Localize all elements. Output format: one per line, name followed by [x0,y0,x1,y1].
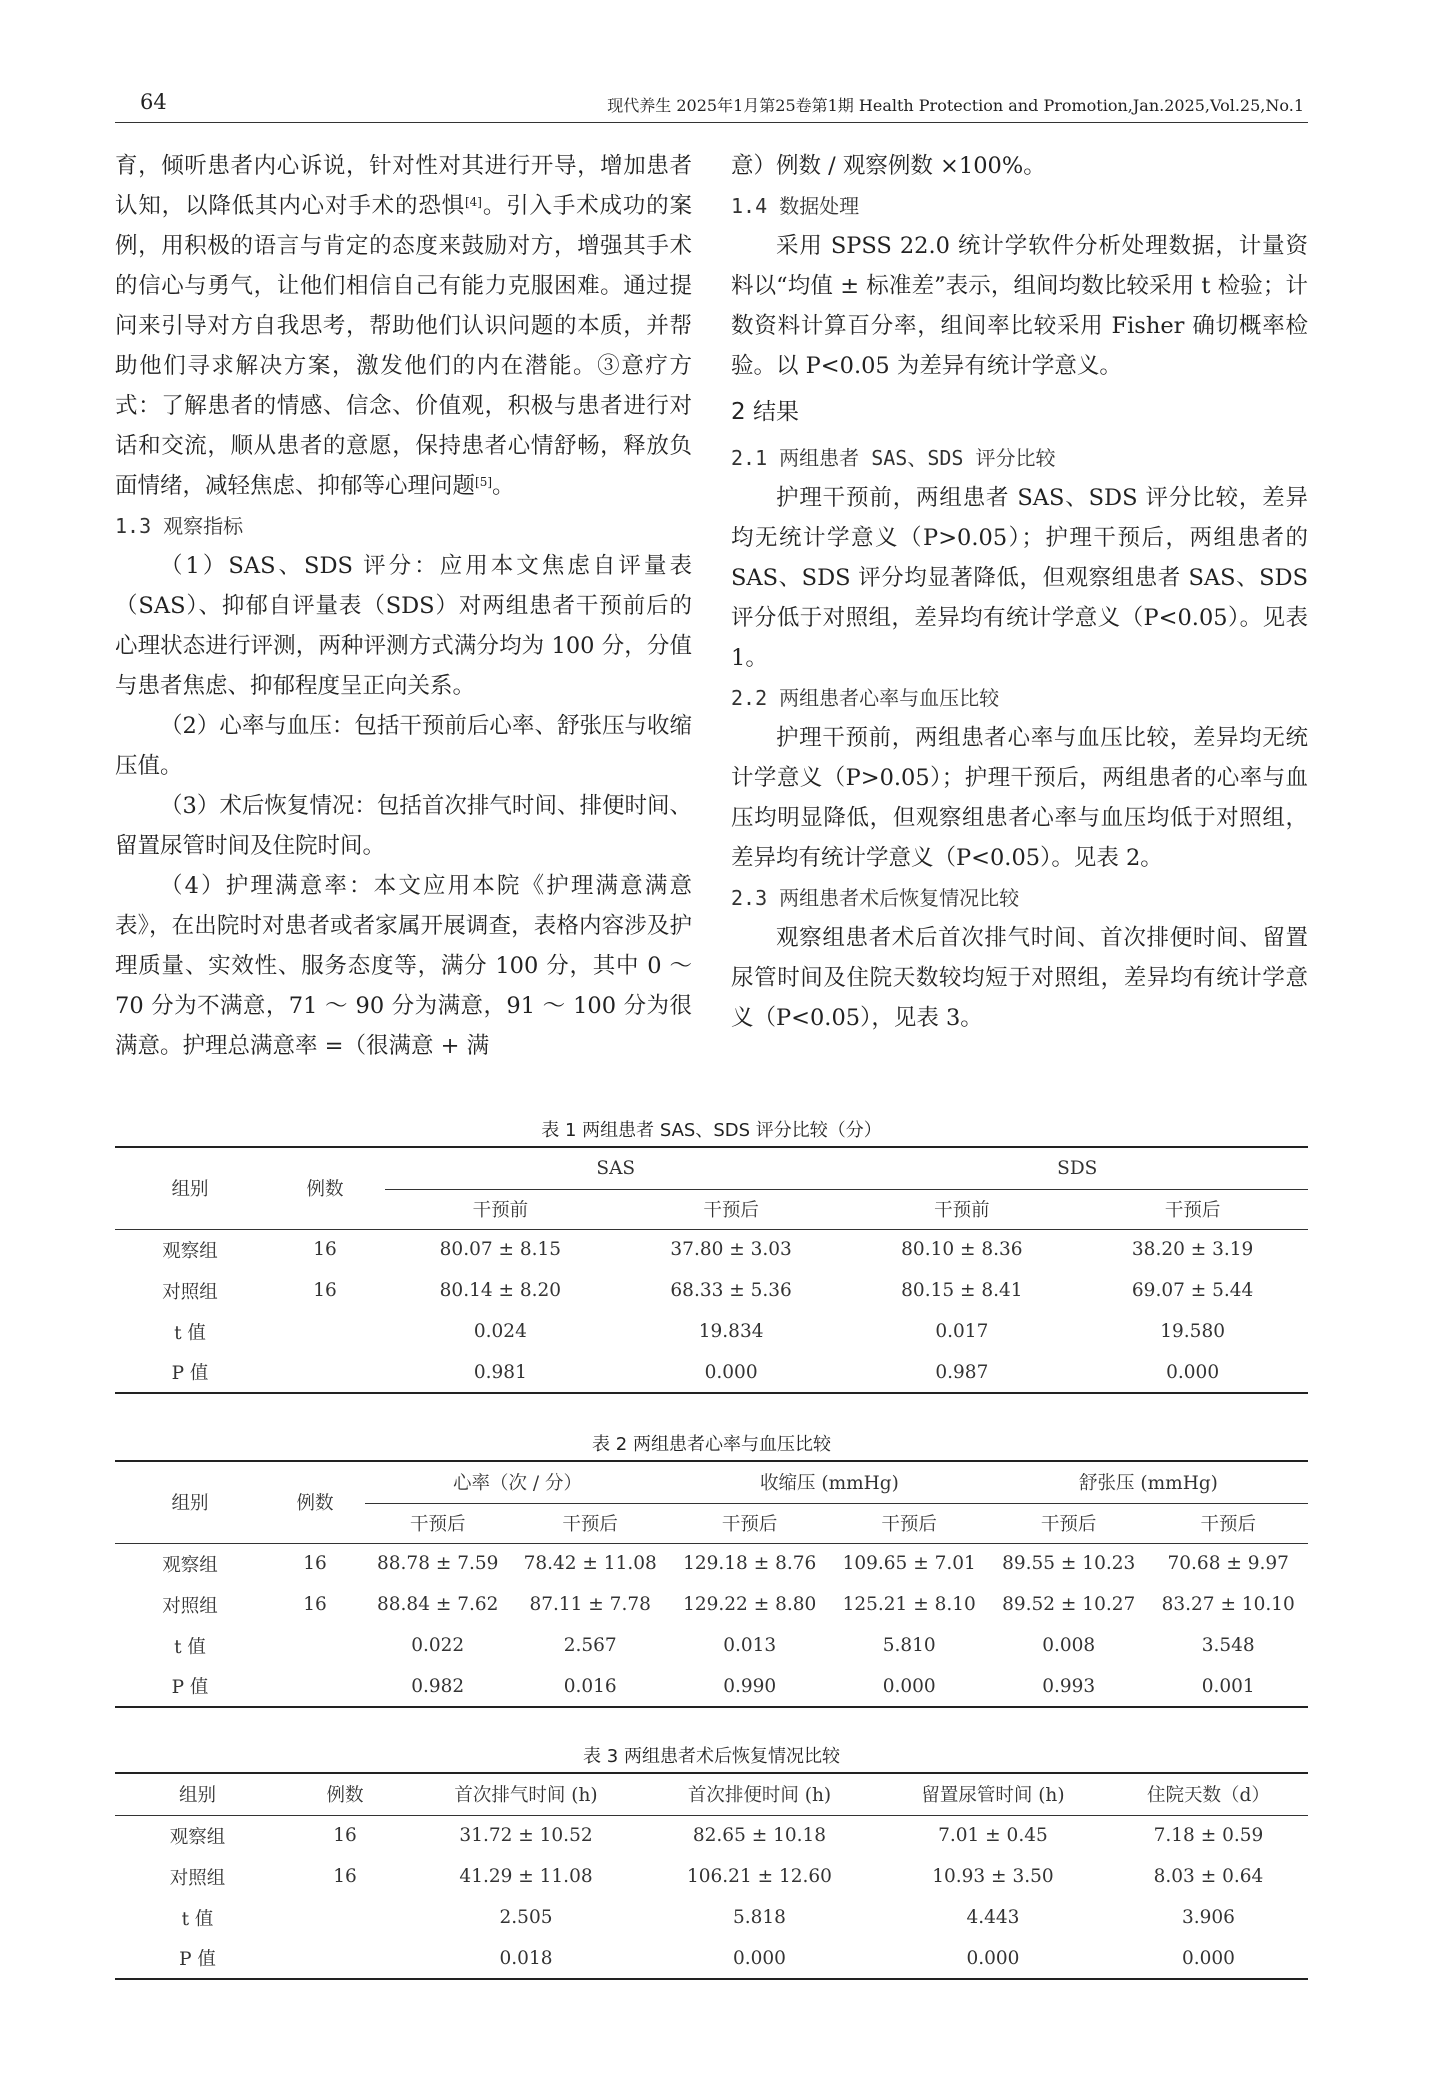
table-row [115,1543,1308,1584]
table-cell: 0.981 [473,1361,527,1383]
citation: [4] [464,195,482,209]
table-cell: 0.993 [1042,1675,1096,1697]
table-cell: P 值 [179,1949,216,1970]
citation: [5] [475,475,493,489]
table-row [115,1270,1308,1311]
table-cell: 3.548 [1201,1635,1255,1656]
table-cell: 观察组 [162,1554,218,1576]
table-row [115,1815,1308,1856]
table2-header-post: 干预后 [881,1514,937,1535]
table-cell: 89.52 ± 10.27 [1002,1594,1136,1615]
paragraph-result-2-1: 护理干预前，两组患者 SAS、SDS 评分比较，差异均无统计学意义（P>0.05）；护理干预后，两组患者的 SAS、SDS 评分均显著降低，但观察组患者 SAS、SDS 评分低于对照组，差异均有统计学意义（P<0.05）。见表 1。 [731,485,1308,671]
table-cell: 19.834 [698,1321,764,1342]
table-cell: 41.29 ± 11.08 [459,1866,593,1887]
table-cell: 19.580 [1160,1321,1225,1342]
table1 [115,1146,1308,1394]
table-cell: 0.017 [935,1321,989,1342]
paragraph-item-4: （4）护理满意率：本文应用本院《护理满意满意表》，在出院时对患者或者家属开展调查，表格内容涉及护理质量、实效性、服务态度等，满分 100 分，其中 0 ～ 70 分为不满意，71 ～ 90 分为满意，91 ～ 100 分为很满意。护理总满意率 =（很满意 + 满 [115,873,692,1059]
table-cell: 2.567 [563,1635,617,1656]
table2-header-post: 干预后 [1040,1514,1097,1535]
table-cell: 0.018 [499,1947,553,1969]
table-cell: 0.022 [411,1635,465,1656]
table-cell [265,1311,385,1352]
table-cell: 对照组 [162,1595,218,1617]
table-cell: 对照组 [162,1281,218,1303]
paragraph-result-2-3: 观察组患者术后首次排气时间、首次排便时间、留置尿管时间及住院天数较均短于对照组，差异均有统计学意义（P<0.05），见表 3。 [731,925,1308,1031]
table-cell: 观察组 [162,1240,218,1262]
table-cell: P 值 [171,1363,209,1384]
table2-header-n: 例数 [265,1461,365,1543]
section-heading-1-3: 1.3 观察指标 [115,514,244,538]
table-cell: 16 [303,1594,327,1615]
table3-header: 例数 [326,1785,364,1807]
table-cell: 89.55 ± 10.23 [1002,1553,1136,1575]
table1-header-post: 干预后 [1164,1200,1221,1221]
table2-header-post: 干预后 [721,1514,778,1535]
table-cell: 16 [313,1239,337,1261]
table-cell [265,1352,385,1393]
section-heading-2-3: 2.3 两组患者术后恢复情况比较 [731,886,1020,910]
table1-header-pre: 干预前 [472,1200,529,1221]
table-cell: 5.810 [882,1635,936,1656]
table3-header: 留置尿管时间 (h) [921,1785,1065,1807]
table-cell: 5.818 [732,1907,786,1928]
section-heading-2: 2 结果 [731,399,799,425]
table-cell: 80.15 ± 8.41 [901,1280,1023,1301]
section-heading-2-2: 2.2 两组患者心率与血压比较 [731,686,1000,710]
table-row [115,1352,1308,1393]
table2-header-heart-rate: 心率（次 / 分） [365,1461,670,1503]
table-cell: 0.013 [723,1635,777,1656]
paragraph-data-processing: 采用 SPSS 22.0 统计学软件分析处理数据，计量资料以“均值 ± 标准差”表示，组间均数比较采用 t 检验；计数资料计算百分率，组间率比较采用 Fisher 确切概率检验。以 P<0.05 为差异有统计学意义。 [731,233,1308,379]
section-heading-2-1: 2.1 两组患者 SAS、SDS 评分比较 [731,446,1056,470]
table-row [115,1311,1308,1352]
table-cell: 0.987 [935,1361,989,1383]
table3-body [115,1815,1308,1979]
table-cell: 0.024 [473,1321,527,1342]
table-cell: 87.11 ± 7.78 [529,1594,651,1615]
table-cell: 83.27 ± 10.10 [1161,1594,1295,1615]
table-cell: 0.000 [1166,1361,1220,1383]
table-cell: 7.18 ± 0.59 [1153,1825,1264,1847]
table-cell: 31.72 ± 10.52 [459,1825,593,1847]
table2-header-systolic: 收缩压 (mmHg) [670,1461,989,1503]
table2-header-diastolic: 舒张压 (mmHg) [989,1461,1308,1503]
table1-header-n: 例数 [265,1147,385,1229]
table-cell: 37.80 ± 3.03 [670,1239,792,1261]
table1-caption: 表 1 两组患者 SAS、SDS 评分比较（分） [541,1120,882,1141]
table1-header-pre: 干预前 [934,1200,990,1221]
table-cell: 80.10 ± 8.36 [901,1239,1023,1261]
table-cell: 78.42 ± 11.08 [523,1553,657,1575]
table-cell: t 值 [174,1322,206,1344]
table-cell: 0.016 [563,1675,617,1697]
paragraph-item-2: （2）心率与血压：包括干预前后心率、舒张压与收缩压值。 [115,713,692,779]
table-cell: 16 [313,1280,337,1301]
table2-header-post: 干预后 [1200,1514,1256,1535]
table-cell: 16 [303,1553,327,1575]
table2-header-group: 组别 [115,1461,265,1543]
table-cell: 88.84 ± 7.62 [377,1594,499,1615]
table-cell: 7.01 ± 0.45 [938,1825,1048,1847]
table-cell: t 值 [174,1636,206,1658]
table-cell: 0.008 [1042,1635,1096,1656]
table-row [115,1584,1308,1625]
table-cell: 观察组 [169,1826,226,1848]
table-cell: 0.990 [723,1675,777,1697]
paragraph-item-3: （3）术后恢复情况：包括首次排气时间、排便时间、留置尿管时间及住院时间。 [115,793,692,859]
table-cell: 0.000 [704,1361,758,1383]
table3-caption: 表 3 两组患者术后恢复情况比较 [583,1746,840,1767]
paragraph-result-2-2: 护理干预前，两组患者心率与血压比较，差异均无统计学意义（P>0.05）；护理干预后，两组患者的心率与血压均明显降低，但观察组患者心率与血压均低于对照组，差异均有统计学意义（P<0.05）。见表 2。 [731,725,1308,871]
table-cell: 82.65 ± 10.18 [692,1825,827,1847]
table-cell: 0.000 [732,1947,786,1969]
right-column [731,146,1308,1038]
table-cell: 125.21 ± 8.10 [842,1594,976,1615]
table-cell: 16 [333,1825,357,1847]
table-cell: 129.18 ± 8.76 [683,1553,817,1575]
table-cell: 对照组 [169,1867,226,1889]
table-row [115,1897,1308,1938]
table-cell: 129.22 ± 8.80 [683,1594,817,1615]
table-cell: 0.001 [1201,1675,1255,1697]
table-cell [265,1625,365,1666]
table-cell: 10.93 ± 3.50 [932,1866,1054,1887]
table-cell: 80.14 ± 8.20 [439,1280,562,1301]
table1-header-post: 干预后 [703,1200,759,1221]
table-cell: 2.505 [499,1907,553,1928]
table1-header-group: 组别 [115,1147,265,1229]
table-cell: P 值 [171,1677,209,1698]
table-cell: 70.68 ± 9.97 [1167,1553,1289,1575]
table-cell: 0.982 [411,1675,465,1697]
running-header [115,88,1308,123]
table3-header: 首次排气时间 (h) [454,1785,598,1807]
table3-header: 首次排便时间 (h) [687,1785,832,1807]
table-cell: 88.78 ± 7.59 [377,1553,499,1575]
table-cell: 3.906 [1181,1907,1235,1928]
text-run: 育，倾听患者内心诉说，针对性对其进行开导，增加患者认知，以降低其内心对手术的恐惧 [115,153,692,219]
text-run: 。引入手术成功的案例，用积极的语言与肯定的态度来鼓励对方，增强其手术的信心与勇气，让他们相信自己有能力克服困难。通过提问来引导对方自我思考，帮助他们认识问题的本质，并帮助他们寻求解决方案，激发他们的内在潜能。③意疗方式：了解患者的情感、信念、价值观，积极与患者进行对话和交流，顺从患者的意愿，保持患者心情舒畅，释放负面情绪，减轻焦虑、抑郁等心理问题 [115,193,692,499]
table2-header-post: 干预后 [409,1514,466,1535]
table-cell: 0.000 [1181,1947,1235,1969]
table-row [115,1229,1308,1270]
page-number: 64 [140,90,167,114]
table-cell: 0.000 [882,1675,936,1697]
table-row [115,1856,1308,1897]
table-cell: 80.07 ± 8.15 [439,1239,562,1261]
table-cell [280,1897,410,1938]
table-cell: 106.21 ± 12.60 [686,1866,832,1887]
table1-header-sas: SAS [385,1147,847,1189]
table-cell: 16 [333,1866,357,1887]
table2-header-post: 干预后 [562,1514,618,1535]
table3-header: 住院天数（d） [1147,1785,1270,1807]
table3 [115,1772,1308,1980]
table-row [115,1625,1308,1666]
table-cell: 109.65 ± 7.01 [842,1553,976,1575]
table-cell: 4.443 [966,1907,1020,1928]
table-cell: 38.20 ± 3.19 [1131,1239,1254,1261]
table-cell: 8.03 ± 0.64 [1153,1866,1264,1887]
table-row [115,1938,1308,1979]
table-cell [280,1938,410,1979]
table1-header-sds: SDS [847,1147,1309,1189]
section-heading-1-4: 1.4 数据处理 [731,194,860,218]
table-cell: t 值 [181,1908,214,1930]
paragraph-item-1: （1）SAS、SDS 评分：应用本文焦虑自评量表（SAS）、抑郁自评量表（SDS）对两组患者干预前后的心理状态进行评测，两种评测方式满分均为 100 分，分值与患者焦虑、抑郁程度呈正向关系。 [115,553,692,699]
table-cell [265,1666,365,1707]
table2-caption: 表 2 两组患者心率与血压比较 [592,1434,831,1455]
paragraph-formula-end: 意）例数 / 观察例数 ×100%。 [731,153,1046,179]
table-cell: 0.000 [966,1947,1020,1969]
table-row [115,1666,1308,1707]
table2-body [115,1543,1308,1707]
table-cell: 68.33 ± 5.36 [670,1280,792,1301]
left-column [115,146,692,1066]
text-run: 。 [492,473,515,499]
journal-info: 现代养生 2025年1月第25卷第1期 Health Protection and Promotion,Jan.2025,Vol.25,No.1 [607,96,1304,115]
table1-body [115,1229,1308,1393]
paragraph-intro [115,146,692,506]
table3-header: 组别 [178,1785,216,1807]
table-cell: 69.07 ± 5.44 [1131,1280,1254,1301]
table2 [115,1460,1308,1708]
